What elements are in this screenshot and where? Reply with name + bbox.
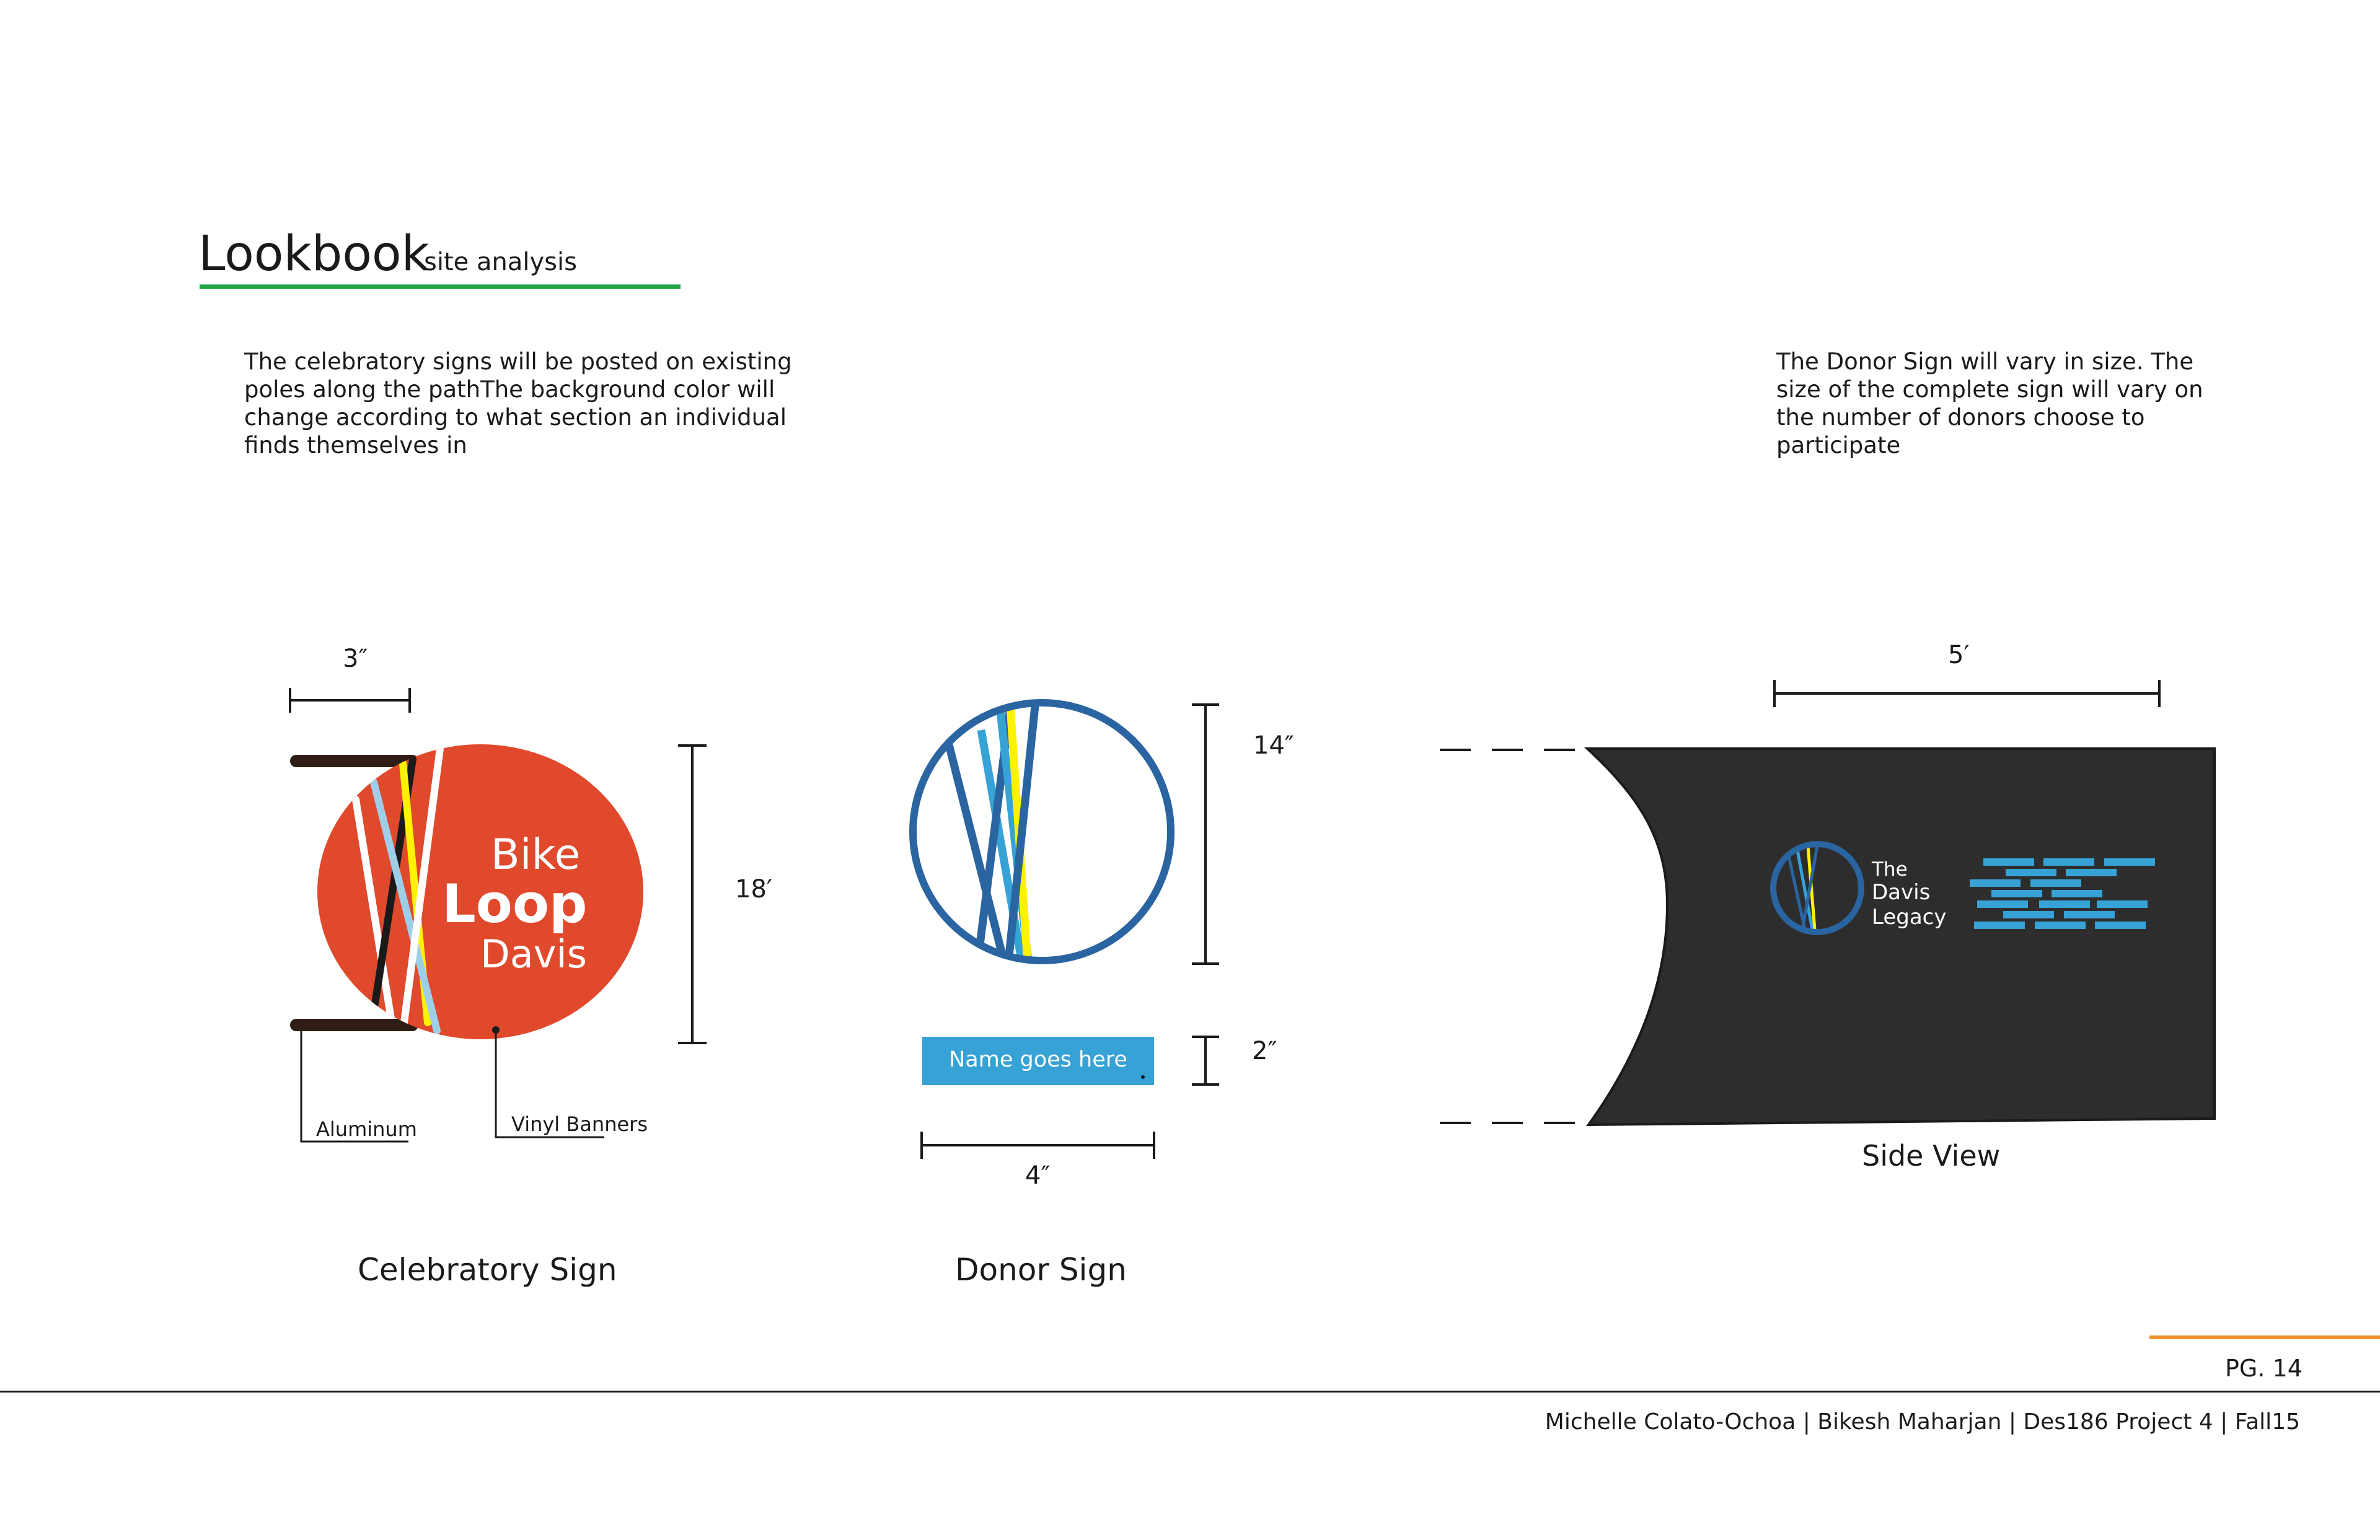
name-plate-text: Name goes here — [949, 1047, 1127, 1072]
name-plate-dot — [1141, 1075, 1145, 1079]
plate-width-label: 4″ — [1025, 1161, 1051, 1190]
side-dashed-lines — [1440, 750, 1587, 1123]
footer-credits: Michelle Colato-Ochoa | Bikesh Maharjan | Des186 Project 4 | Fall15 — [1545, 1409, 2300, 1435]
donor-ring-height-label: 14″ — [1253, 731, 1294, 760]
aluminum-callout: Aluminum — [316, 1117, 417, 1141]
vinyl-callout-dot — [492, 1026, 500, 1034]
page-number-accent — [2149, 1335, 2380, 1339]
side-panel — [1587, 749, 2215, 1125]
footer-divider — [0, 1391, 2380, 1393]
vinyl-banners-callout: Vinyl Banners — [511, 1112, 648, 1136]
bike-loop-logo-line1: Bike — [491, 830, 581, 879]
page-title: Lookbook — [198, 226, 430, 282]
plate-height-dimension-line — [1192, 1037, 1219, 1085]
donor-sign — [905, 694, 1219, 1159]
davis-legacy-line1: The — [1872, 858, 1908, 881]
donor-sign-caption: Donor Sign — [955, 1252, 1127, 1288]
ring-height-dimension-line — [1192, 705, 1219, 964]
page-subtitle: site analysis — [424, 248, 577, 276]
height-dimension-line — [678, 746, 707, 1043]
bike-loop-logo-line3: Davis — [480, 931, 587, 977]
plate-width-dimension-line — [922, 1132, 1154, 1159]
celebratory-sign-caption: Celebratory Sign — [358, 1252, 617, 1288]
side-width-label: 5′ — [1948, 641, 1970, 669]
davis-legacy-line3: Legacy — [1872, 905, 1947, 930]
celebratory-height-label: 18′ — [735, 875, 772, 904]
side-view-caption: Side View — [1862, 1139, 2001, 1173]
celebratory-width-label: 3″ — [343, 645, 368, 673]
side-width-dimension-line — [1774, 680, 2159, 707]
side-view — [1440, 680, 2215, 1125]
donor-description: The Donor Sign will vary in size. The size of the complete sign will vary on the number of donors choose to participate — [1776, 348, 2203, 459]
davis-legacy-line2: Davis — [1872, 880, 1931, 905]
donor-ring-accents — [905, 694, 1184, 973]
celebratory-description: The celebratory signs will be posted on existing poles along the pathThe background color will change according to what section an individual finds themselves in — [244, 348, 792, 459]
page-number: PG. 14 — [2225, 1355, 2303, 1382]
bike-loop-logo-line2: Loop — [442, 873, 588, 935]
plate-height-label: 2″ — [1252, 1037, 1277, 1065]
width-dimension-line — [290, 688, 410, 713]
